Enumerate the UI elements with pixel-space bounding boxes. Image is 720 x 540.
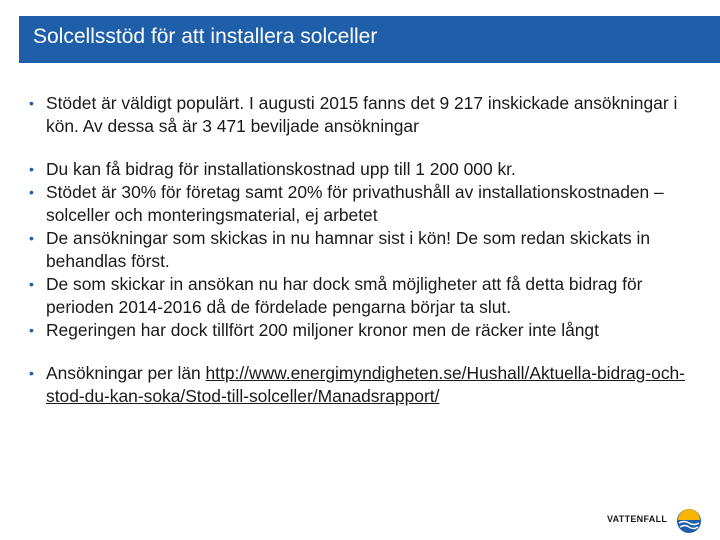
sun-wave-logo-icon (675, 508, 703, 534)
bullet-icon: • (29, 322, 34, 338)
bullet-icon: • (29, 184, 34, 200)
vattenfall-logo (607, 508, 707, 534)
bullet-group-1 (29, 92, 709, 138)
bullet-text (46, 362, 709, 408)
title-bar (19, 16, 720, 63)
bullet-item (29, 158, 709, 181)
bullet-group-2 (29, 158, 709, 342)
bullet-text: Stödet är väldigt populärt. I augusti 2015 fanns det 9 217 inskickade ansökningar i kön. Av dessa så är 3 471 beviljade ansökningar (46, 93, 678, 136)
link-prefix: Ansökningar per län (46, 363, 206, 383)
bullet-item (29, 92, 709, 138)
bullet-icon: • (29, 230, 34, 246)
bullet-icon: • (29, 276, 34, 292)
bullet-text: De som skickar in ansökan nu har dock små möjligheter att få detta bidrag för perioden 2014-2016 då de fördelade pengarna börjar ta slut. (46, 274, 643, 317)
bullet-item (29, 319, 709, 342)
bullet-item (29, 273, 709, 319)
bullet-text: Stödet är 30% för företag samt 20% för privathushåll av installationskostnaden – solceller och monteringsmaterial, ej arbetet (46, 182, 664, 225)
bullet-text: Regeringen har dock tillfört 200 miljoner kronor men de räcker inte långt (46, 320, 599, 340)
bullet-item (29, 181, 709, 227)
energimyndigheten-link[interactable]: http://www.energimyndigheten.se/Hushall/Aktuella-bidrag-och-stod-du-kan-soka/Stod-till-solceller/Manadsrapport/ (46, 363, 685, 406)
slide-content (29, 92, 709, 408)
slide-title: Solcellsstöd för att installera solceller (33, 25, 378, 48)
bullet-icon: • (29, 161, 34, 177)
bullet-group-3 (29, 362, 709, 408)
bullet-item-link (29, 362, 709, 408)
bullet-item (29, 227, 709, 273)
bullet-text: De ansökningar som skickas in nu hamnar sist i kön! De som redan skickats in behandlas först. (46, 228, 651, 271)
bullet-icon: • (29, 95, 34, 111)
logo-text: VATTENFALL (607, 514, 668, 524)
bullet-text: Du kan få bidrag för installationskostnad upp till 1 200 000 kr. (46, 159, 516, 179)
bullet-icon: • (29, 365, 34, 381)
